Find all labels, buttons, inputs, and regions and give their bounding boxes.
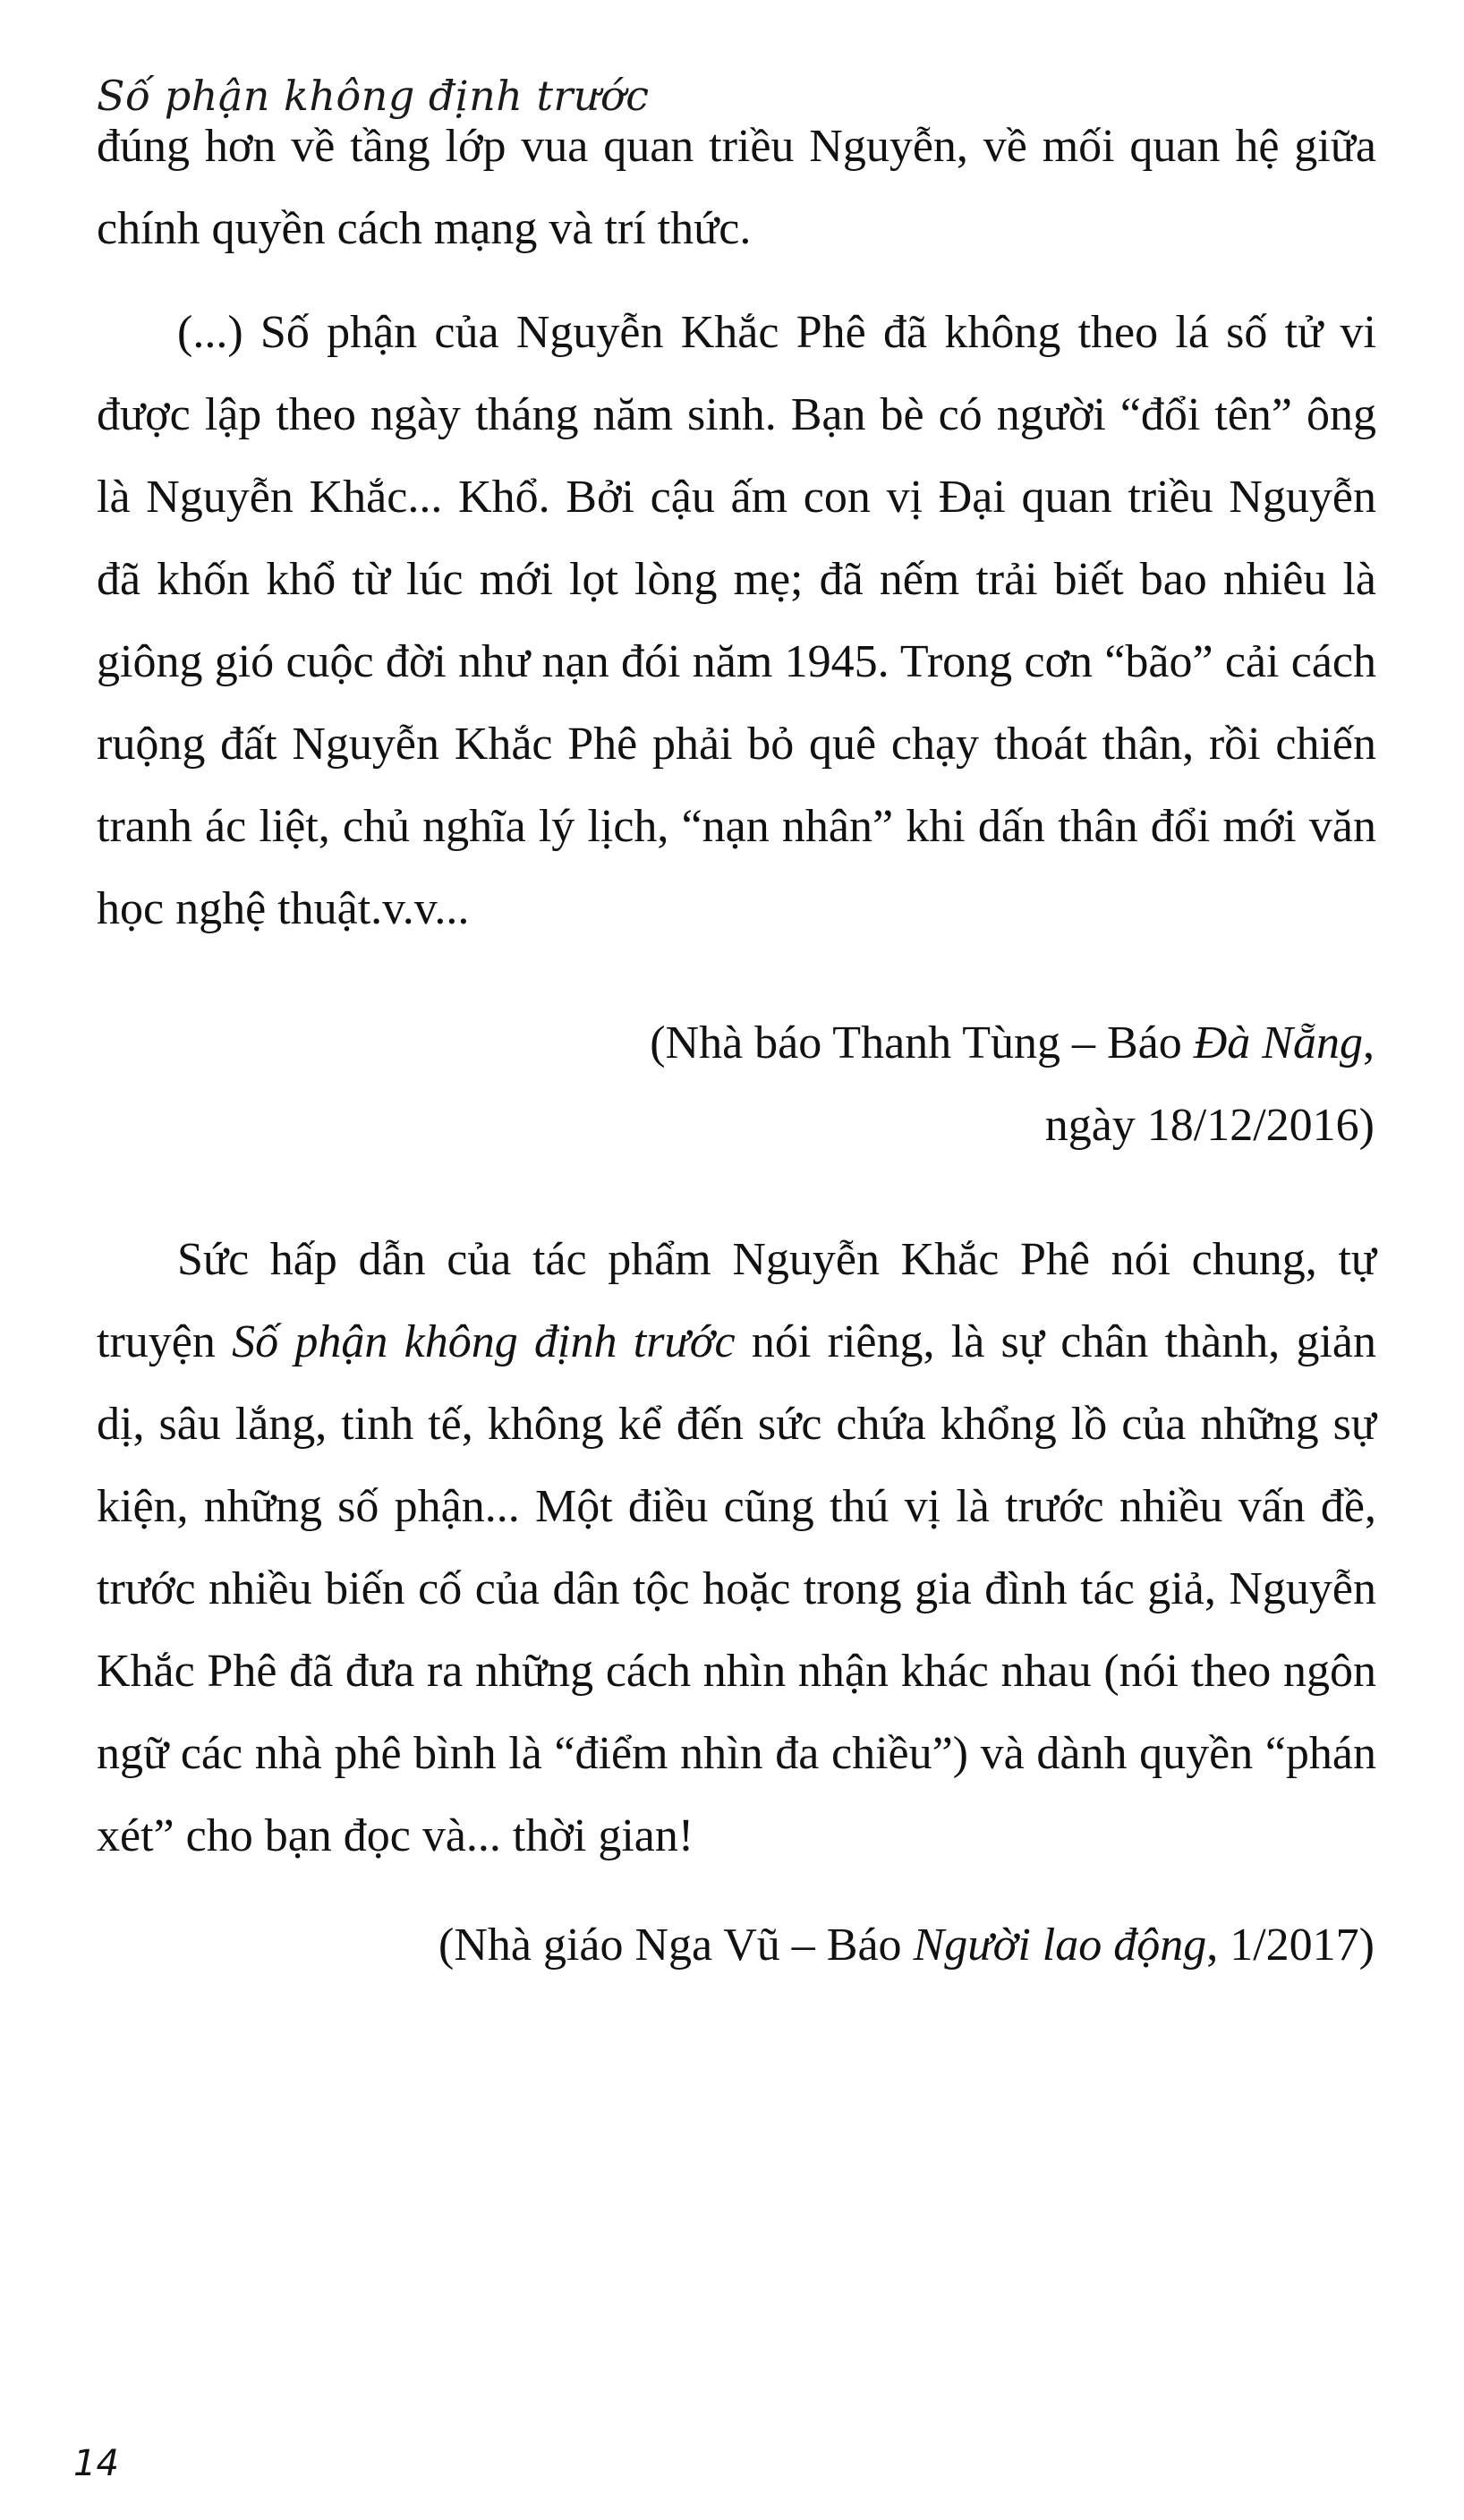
page-number: 14 (73, 2443, 119, 2484)
newspaper-name: Đà Nẵng (1193, 1017, 1363, 1068)
review-1-attribution-line1: (Nhà báo Thanh Tùng – Báo Đà Nẵng, (650, 1017, 1375, 1068)
review-1-body: (...) Số phận của Nguyễn Khắc Phê đã không theo lá số tử vi được lập theo ngày tháng năm sinh. Bạn bè có người “đổi tên” ông là Nguyễn Khắc... Khổ. Bởi cậu ấm con vị Đại quan triều Nguyễn đã khốn khổ từ lúc mới lọt lòng mẹ; đã nếm trải biết bao nhiêu là giông gió cuộc đời như nạn đói năm 1945. Trong cơn “bão” cải cách ruộng đất Nguyễn Khắc Phê phải bỏ quê chạy thoát thân, rồi chiến tranh ác liệt, chủ nghĩa lý lịch, “nạn nhân” khi dấn thân đổi mới văn học nghệ thuật.v.v... (97, 307, 1376, 934)
newspaper-name: Người lao động (913, 1920, 1207, 1971)
review-2-attribution-line: (Nhà giáo Nga Vũ – Báo Người lao động, 1/2017) (438, 1920, 1375, 1971)
review-2-attribution (211, 1904, 1375, 1987)
review-1-continuation: đúng hơn về tầng lớp vua quan triều Nguyễn, về mối quan hệ giữa chính quyền cách mạng và trí thức. (97, 121, 1376, 254)
running-header: Số phận không định trước (97, 72, 650, 120)
review-2-body: Sức hấp dẫn của tác phẩm Nguyễn Khắc Phê nói chung, tự truyện Số phận không định trước nói riêng, là sự chân thành, giản dị, sâu lắng, tinh tế, không kể đến sức chứa khổng lồ của những sự kiện, những số phận... Một điều cũng thú vị là trước nhiều vấn đề, trước nhiều biến cố của dân tộc hoặc trong gia đình tác giả, Nguyễn Khắc Phê đã đưa ra những cách nhìn nhận khác nhau (nói theo ngôn ngữ các nhà phê bình là “điểm nhìn đa chiều”) và dành quyền “phán xét” cho bạn đọc và... thời gian! (97, 1234, 1377, 1861)
review-1-text (97, 106, 1376, 950)
review-2-text (97, 1219, 1376, 1877)
review-1-attribution-line2: ngày 18/12/2016) (1044, 1100, 1375, 1151)
review-1-attribution (211, 1002, 1375, 1167)
book-title: Số phận không định trước (232, 1316, 736, 1367)
